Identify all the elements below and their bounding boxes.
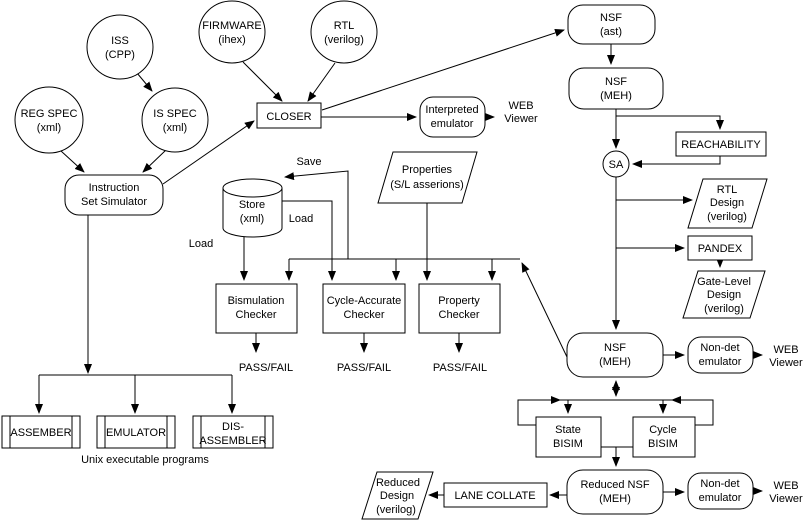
node-cycle-bisim bbox=[633, 417, 695, 457]
node-assember bbox=[2, 416, 80, 448]
web-viewer-bottom-label2: Viewer bbox=[769, 493, 803, 505]
node-gate-level-design bbox=[683, 271, 765, 318]
node-web-viewer-top bbox=[504, 100, 538, 125]
nsf-meh-2-label: NSF bbox=[604, 342, 626, 354]
reg-spec-label: REG SPEC bbox=[20, 108, 78, 120]
web-viewer-bottom-label: WEB bbox=[773, 480, 799, 492]
properties-label2: (S/L asserions) bbox=[390, 179, 464, 191]
reduced-design-label: Reduced bbox=[375, 477, 421, 489]
node-nondet-emulator-bottom bbox=[688, 473, 753, 509]
node-closer bbox=[257, 103, 321, 128]
nsf-meh-label: NSF bbox=[605, 76, 627, 88]
nsf-meh-label2: (MEH) bbox=[600, 90, 632, 102]
node-rtl-design bbox=[688, 179, 767, 228]
node-reachability bbox=[676, 132, 766, 156]
node-reduced-nsf bbox=[567, 470, 663, 514]
rtl-verilog-label2: (verilog) bbox=[324, 34, 364, 46]
cycle-accurate-checker-label2: Checker bbox=[343, 309, 385, 321]
interpreted-emulator-box bbox=[420, 97, 485, 137]
node-reduced-design bbox=[362, 472, 433, 519]
cycle-bisim-label: Cycle bbox=[649, 424, 677, 436]
reduced-nsf-label: Reduced NSF bbox=[580, 479, 650, 491]
nsf-meh-2-box bbox=[567, 333, 663, 377]
reg-spec-label2: (xml) bbox=[36, 122, 62, 134]
disassembler-label: DIS- bbox=[222, 421, 244, 433]
web-viewer-top-label2: Viewer bbox=[504, 113, 538, 125]
disassembler-label2: ASSEMBLER bbox=[199, 435, 267, 447]
pass-fail-bisim-label: PASS/FAIL bbox=[238, 362, 294, 374]
instruction-set-simulator-label: Instruction bbox=[88, 182, 140, 194]
property-checker-label2: Checker bbox=[438, 309, 480, 321]
rtl-design-label2: Design bbox=[709, 197, 745, 209]
reachability-label: REACHABILITY bbox=[681, 139, 761, 151]
state-bisim-label2: BISIM bbox=[553, 438, 583, 450]
nsf-ast-box bbox=[568, 5, 655, 44]
node-property-checker bbox=[419, 284, 500, 333]
iss-cpp-label: ISS bbox=[111, 35, 129, 47]
edge-isspec-to-simulator bbox=[143, 150, 166, 172]
edge-firmware-to-closer bbox=[243, 62, 282, 101]
save-label: Save bbox=[296, 156, 322, 168]
property-checker-label: Property bbox=[438, 295, 480, 307]
edge-nsf-meh-to-reachability bbox=[616, 116, 720, 129]
reduced-nsf-label2: (MEH) bbox=[599, 493, 631, 505]
rtl-verilog-circle bbox=[311, 1, 377, 63]
is-spec-circle bbox=[142, 88, 208, 152]
node-iss-cpp bbox=[87, 15, 153, 79]
instruction-set-simulator-box bbox=[65, 175, 163, 215]
firmware-label2: (ihex) bbox=[218, 34, 246, 46]
reduced-nsf-box bbox=[567, 470, 663, 514]
node-web-viewer-bottom bbox=[769, 480, 803, 505]
emulator-label: EMULATOR bbox=[105, 427, 167, 439]
node-firmware bbox=[199, 1, 265, 63]
nondet-emulator-top-label: Non-det bbox=[700, 342, 740, 354]
nsf-ast-label: NSF bbox=[600, 12, 622, 24]
node-properties bbox=[378, 152, 477, 203]
edge-isscpp-to-isspec bbox=[137, 73, 152, 91]
cycle-bisim-label2: BISIM bbox=[648, 438, 678, 450]
lane-collate-label: LANE COLLATE bbox=[454, 490, 536, 502]
is-spec-label: IS SPEC bbox=[153, 108, 197, 120]
node-state-bisim bbox=[536, 417, 601, 457]
nsf-meh-2-label2: (MEH) bbox=[599, 356, 631, 368]
firmware-label: FIRMWARE bbox=[202, 20, 262, 32]
cycle-bisim-box bbox=[633, 417, 695, 457]
interpreted-emulator-label2: emulator bbox=[430, 118, 474, 130]
pass-fail-cycle-label: PASS/FAIL bbox=[336, 362, 392, 374]
node-emulator bbox=[97, 416, 175, 448]
reduced-design-label2: Design bbox=[379, 490, 415, 502]
state-bisim-label: State bbox=[555, 424, 581, 436]
node-rtl-verilog bbox=[311, 1, 377, 63]
nondet-emulator-bottom-label2: emulator bbox=[698, 492, 742, 504]
node-lane-collate bbox=[444, 483, 547, 507]
properties-label: Properties bbox=[401, 164, 453, 176]
edge-reachability-to-sa bbox=[633, 156, 720, 164]
node-is-spec bbox=[142, 88, 208, 152]
properties-parallelogram bbox=[378, 152, 477, 203]
edge-nsf-meh-2-to-checker-bus bbox=[522, 263, 567, 357]
node-reg-spec bbox=[15, 87, 83, 153]
nsf-meh-box bbox=[569, 68, 663, 109]
web-viewer-mid-label2: Viewer bbox=[769, 357, 803, 369]
unix-programs-caption: Unix executable programs bbox=[81, 454, 209, 466]
instruction-set-simulator-label2: Set Simulator bbox=[80, 196, 148, 208]
bisimulation-checker-label: Bismulation bbox=[227, 295, 285, 307]
node-disassembler bbox=[193, 416, 273, 448]
gate-level-design-label3: (verilog) bbox=[704, 303, 744, 315]
edge-rtl-to-closer bbox=[308, 63, 335, 101]
firmware-circle bbox=[199, 1, 265, 63]
reduced-design-label3: (verilog) bbox=[376, 504, 416, 516]
node-nsf-meh bbox=[569, 68, 663, 109]
bisimulation-checker-label2: Checker bbox=[235, 309, 277, 321]
load-label-right: Load bbox=[288, 213, 314, 225]
is-spec-label2: (xml) bbox=[162, 122, 188, 134]
load-label-left: Load bbox=[188, 238, 214, 250]
rtl-verilog-label: RTL bbox=[333, 20, 355, 32]
interpreted-emulator-label: Interpreted bbox=[425, 104, 479, 116]
nsf-ast-label2: (ast) bbox=[600, 26, 622, 38]
gate-level-design-label2: Design bbox=[706, 289, 742, 301]
nondet-emulator-top-label2: emulator bbox=[698, 356, 742, 368]
node-bisimulation-checker bbox=[216, 284, 297, 333]
assember-label: ASSEMBER bbox=[10, 427, 72, 439]
web-viewer-mid-label: WEB bbox=[773, 344, 799, 356]
node-store bbox=[223, 179, 282, 237]
node-instruction-set-simulator bbox=[65, 175, 163, 215]
rtl-design-label: RTL bbox=[716, 184, 738, 196]
reg-spec-circle bbox=[15, 87, 83, 153]
rtl-design-label3: (verilog) bbox=[707, 211, 747, 223]
store-label2: (xml) bbox=[239, 213, 265, 225]
node-pandex bbox=[688, 236, 752, 260]
node-web-viewer-mid bbox=[769, 344, 803, 369]
node-nsf-ast bbox=[568, 5, 655, 44]
node-cycle-accurate-checker bbox=[323, 284, 405, 333]
iss-cpp-circle bbox=[87, 15, 153, 79]
state-bisim-box bbox=[536, 417, 601, 457]
node-nsf-meh-2 bbox=[567, 333, 663, 377]
iss-cpp-label2: (CPP) bbox=[105, 49, 135, 61]
nondet-emulator-bottom-label: Non-det bbox=[700, 478, 740, 490]
cycle-accurate-checker-label: Cycle-Accurate bbox=[326, 295, 402, 307]
web-viewer-top-label: WEB bbox=[508, 100, 534, 112]
sa-label: SA bbox=[608, 159, 624, 171]
store-label: Store bbox=[238, 199, 266, 211]
edge-regspec-to-simulator bbox=[61, 151, 84, 172]
store-cylinder-top bbox=[223, 179, 282, 197]
pandex-label: PANDEX bbox=[697, 243, 743, 255]
node-sa bbox=[603, 151, 629, 177]
closer-label: CLOSER bbox=[266, 111, 312, 123]
gate-level-design-label: Gate-Level bbox=[697, 276, 751, 288]
pass-fail-property-label: PASS/FAIL bbox=[432, 362, 488, 374]
node-nondet-emulator-top bbox=[688, 337, 753, 373]
node-interpreted-emulator bbox=[420, 97, 485, 137]
